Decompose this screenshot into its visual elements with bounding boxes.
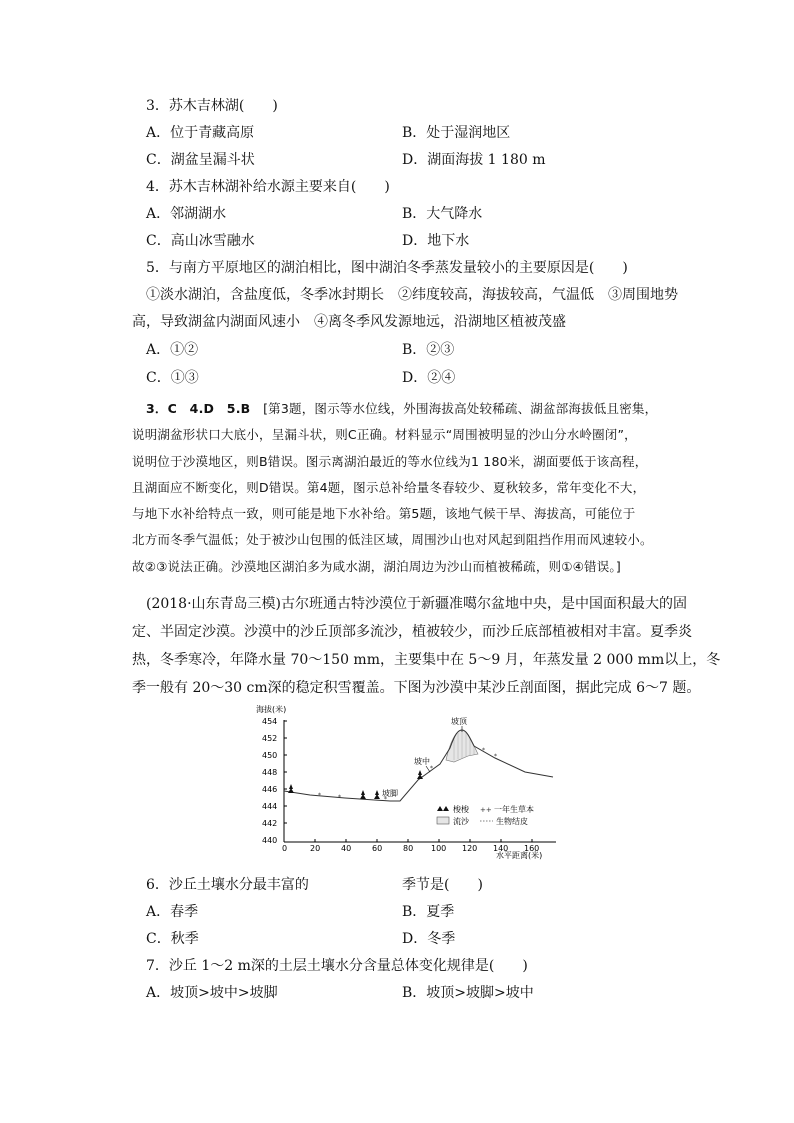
x-tick: 120	[462, 844, 478, 853]
x-tick: 160	[524, 844, 540, 853]
q6-option-a: A．春季	[146, 904, 199, 920]
q7-option-b: B．坡顶>坡脚>坡中	[402, 985, 534, 1001]
q5-option-c: C．①③	[146, 370, 199, 386]
q3-option-a: A．位于青藏高原	[146, 125, 255, 141]
y-tick: 454	[262, 717, 278, 726]
y-tick: 440	[262, 836, 278, 845]
answer-line-0: [第3题，图示等水位线，外围海拔高处较稀疏、湖盆部海拔低且密集，	[263, 401, 658, 416]
intro-line-3: 季一般有 20～30 cm深的稳定积雪覆盖。下图为沙漠中某沙丘剖面图，据此完成 6～7 题。	[132, 680, 701, 696]
q4-stem: 4．苏木吉林湖补给水源主要来自( )	[146, 179, 390, 195]
x-axis-label: 水平距离(米)	[496, 851, 543, 860]
y-tick: 446	[262, 785, 278, 794]
q5-option-a: A．①②	[146, 342, 199, 358]
answer-line-3: 且湖面应不断变化，则D错误。第4题，图示总补给量冬春较少、夏秋较多，常年变化不大，	[132, 479, 646, 495]
x-tick: 80	[403, 844, 414, 853]
svg-text:*: *	[318, 792, 321, 799]
legend-herb: 一年生草本	[494, 805, 534, 814]
answer-explanation	[132, 396, 680, 580]
svg-text:*: *	[482, 747, 485, 754]
q4-option-c: C．高山冰雪融水	[146, 233, 255, 249]
q5-statements-line2: 高，导致湖盆内湖面风速小 ④离冬季风发源地远，沿湖地区植被茂盛	[132, 314, 566, 330]
q4-option-b: B．大气降水	[402, 206, 483, 222]
q7-option-a: A．坡顶>坡中>坡脚	[146, 985, 278, 1001]
legend-saxaul: 梭梭	[453, 805, 469, 814]
x-tick: 0	[282, 844, 288, 853]
answer-line-4: 与地下水补给特点一致，则可能是地下水补给。第5题，该地气候干旱、海拔高，可能位于	[132, 506, 636, 522]
y-tick: 442	[262, 819, 278, 828]
q3-option-c: C．湖盆呈漏斗状	[146, 152, 255, 168]
x-tick: 40	[341, 844, 352, 853]
q6-stem-a: 6．沙丘土壤水分最丰富的	[146, 877, 309, 893]
q5-stem: 5．与南方平原地区的湖泊相比，图中湖泊冬季蒸发量较小的主要原因是( )	[146, 260, 628, 276]
intro-line-1: 定、半固定沙漠。沙漠中的沙丘顶部多流沙，植被较少，而沙丘底部植被相对丰富。夏季炎	[132, 624, 692, 640]
legend-sand-swatch	[437, 817, 449, 824]
dune-profile-figure	[250, 702, 570, 867]
q3-option-d: D．湖面海拔 1 180 m	[402, 152, 546, 168]
intro-line-2: 热，冬季寒冷，年降水量 70～150 mm，主要集中在 5～9 月，年蒸发量 2 000 mm以上，冬	[132, 652, 721, 668]
q4-option-d: D．地下水	[402, 233, 470, 249]
x-tick: 60	[372, 844, 383, 853]
svg-text:++: ++	[480, 806, 492, 814]
q6-option-b: B．夏季	[402, 904, 455, 920]
q4-option-a: A．邻湖湖水	[146, 206, 227, 222]
svg-text:*: *	[430, 765, 433, 772]
legend-sand: 流沙	[453, 817, 469, 826]
answer-line-5: 北方而冬季气温低；处于被沙山包围的低洼区域，周围沙山也对风起到阻挡作用而风速较小。	[132, 532, 653, 548]
svg-text:*: *	[384, 796, 387, 803]
answer-line-6: 故②③说法正确。沙漠地区湖泊多为咸水湖，湖泊周边为沙山而植被稀疏，则①④错误。]	[132, 558, 621, 574]
y-tick: 448	[262, 768, 278, 777]
y-ticks	[262, 717, 287, 845]
x-ticks	[282, 839, 539, 853]
q3-option-b: B．处于湿润地区	[402, 125, 511, 141]
q5-statements-line1: ①淡水湖泊，含盐度低，冬季冰封期长 ②纬度较高，海拔较高，气温低 ③周围地势	[146, 287, 678, 303]
q3-stem: 3．苏木吉林湖( )	[146, 98, 278, 114]
q7-stem: 7．沙丘 1～2 m深的土层土壤水分含量总体变化规律是( )	[146, 958, 528, 974]
q5-option-d: D．②④	[402, 370, 456, 386]
q6-option-d: D．冬季	[402, 931, 456, 947]
y-tick: 444	[262, 802, 278, 811]
q5-option-b: B．②③	[402, 342, 455, 358]
x-tick: 20	[310, 844, 321, 853]
answer-keys: 3．C 4.D 5.B	[146, 401, 251, 416]
answer-line-2: 说明位于沙漠地区，则B错误。图示离湖泊最近的等水位线为1 180米，湖面要低于该高程，	[132, 453, 648, 469]
svg-text:*: *	[494, 753, 497, 760]
q6-stem-b: 季节是( )	[402, 877, 483, 893]
label-dune-mid: 坡中	[414, 757, 430, 766]
label-dune-top: 坡顶	[451, 717, 467, 726]
label-dune-foot: 坡脚	[382, 789, 398, 798]
answer-line-1: 说明湖盆形状口大底小，呈漏斗状，则C正确。材料显示“周围被明显的沙山分水岭圈闭”，	[132, 427, 637, 443]
intro-line-0: (2018·山东青岛三模)古尔班通古特沙漠位于新疆准噶尔盆地中央，是中国面积最大的固	[146, 596, 688, 612]
svg-text:*: *	[338, 794, 341, 801]
figure-legend	[437, 804, 534, 826]
x-tick: 100	[431, 844, 447, 853]
x-tick: 140	[493, 844, 509, 853]
y-tick: 450	[262, 751, 278, 760]
legend-crust: 生物结皮	[496, 817, 528, 826]
y-tick: 452	[262, 734, 278, 743]
q6-option-c: C．秋季	[146, 931, 199, 947]
y-axis-label: 海拔(米)	[256, 705, 287, 714]
